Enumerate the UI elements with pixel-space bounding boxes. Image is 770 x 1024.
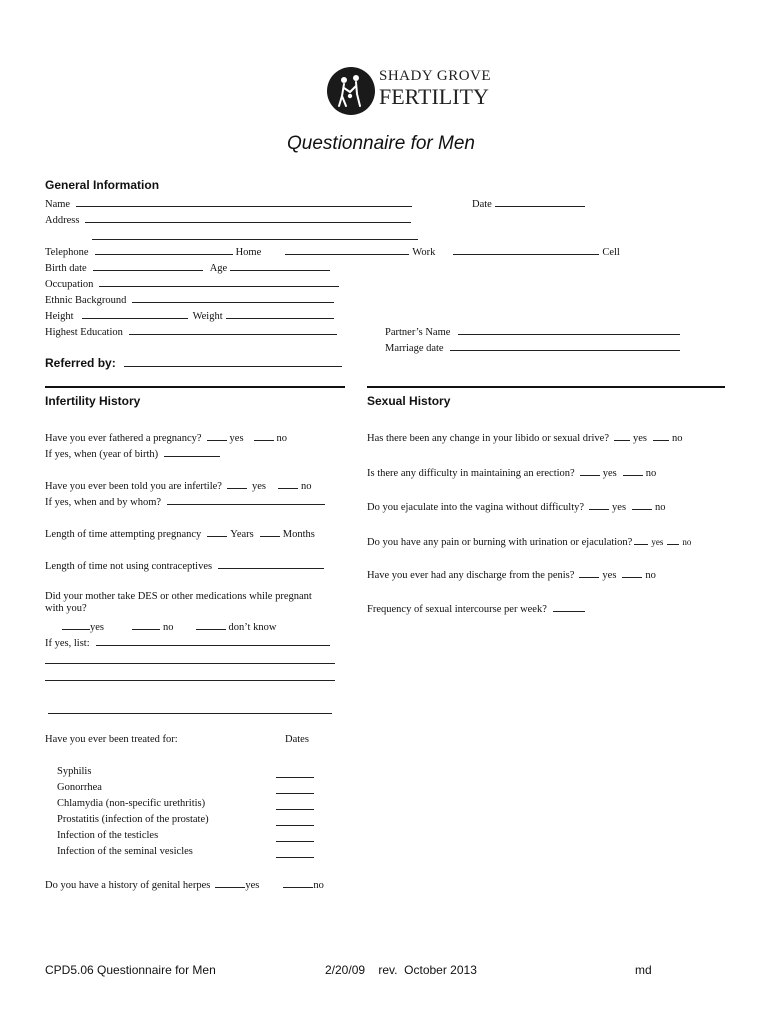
libido-label: Has there been any change in your libido or sexual drive? <box>367 433 609 444</box>
year-of-birth-label: If yes, when (year of birth) <box>45 449 159 460</box>
footer-revision: 2/20/09 rev. October 2013 <box>325 963 477 977</box>
des-options[interactable] <box>62 619 276 635</box>
birth-date-row[interactable] <box>45 260 333 276</box>
ejaculation-yes-option: yes <box>612 502 627 513</box>
discharge-question[interactable] <box>367 567 656 583</box>
footer-initials: md <box>635 963 652 977</box>
fathered-yes-option: yes <box>229 433 244 444</box>
work-label: Work <box>412 247 436 258</box>
occupation-label: Occupation <box>45 279 94 290</box>
condition-item: Prostatitis (infection of the prostate) <box>57 814 209 825</box>
condition-date-input[interactable] <box>276 841 314 842</box>
infertility-section-divider <box>45 386 345 388</box>
des-list-line-2[interactable] <box>45 663 335 664</box>
condition-date-input[interactable] <box>276 777 314 778</box>
genital-herpes-question[interactable] <box>45 877 324 893</box>
dates-column-header: Dates <box>285 734 309 745</box>
ethnic-background-field[interactable] <box>45 292 337 308</box>
des-question-line2: with you? <box>45 603 87 614</box>
treated-for-question: Have you ever been treated for: <box>45 734 178 745</box>
condition-date-input[interactable] <box>276 809 314 810</box>
genital-herpes-label: Do you have a history of genital herpes <box>45 880 211 891</box>
condition-item: Infection of the seminal vesicles <box>57 846 193 857</box>
intercourse-frequency-label: Frequency of sexual intercourse per week? <box>367 604 547 615</box>
cell-label: Cell <box>602 247 620 258</box>
no-contraceptives-field[interactable] <box>45 558 327 574</box>
name-field[interactable] <box>45 196 415 212</box>
libido-no-option: no <box>672 433 683 444</box>
no-contraceptives-label: Length of time not using contraceptives <box>45 561 213 572</box>
years-label: Years <box>230 529 254 540</box>
birth-date-label: Birth date <box>45 263 87 274</box>
des-list-field[interactable] <box>45 635 333 651</box>
ejaculation-question[interactable] <box>367 499 666 515</box>
footer-form-id: CPD5.06 Questionnaire for Men <box>45 963 216 977</box>
ejaculation-no-option: no <box>655 502 666 513</box>
marriage-date-label: Marriage date <box>385 343 444 354</box>
herpes-no-option: no <box>313 880 324 891</box>
discharge-no-option: no <box>645 570 656 581</box>
address-line-2[interactable] <box>92 239 418 240</box>
attempting-pregnancy-label: Length of time attempting pregnancy <box>45 529 202 540</box>
referred-by-label: Referred by: <box>45 356 116 370</box>
age-label: Age <box>209 263 228 274</box>
attempting-pregnancy-field[interactable] <box>45 526 315 542</box>
sexual-history-heading: Sexual History <box>367 394 451 408</box>
name-label: Name <box>45 199 71 210</box>
when-by-whom-field[interactable] <box>45 494 328 510</box>
libido-question[interactable] <box>367 430 683 446</box>
fathered-no-option: no <box>276 433 288 444</box>
pain-yes-option: yes <box>651 537 664 547</box>
marriage-date-field[interactable] <box>385 340 683 356</box>
condition-date-input[interactable] <box>276 793 314 794</box>
erection-label: Is there any difficulty in maintaining an erection? <box>367 468 575 479</box>
told-infertile-yes-option: yes <box>251 481 266 492</box>
telephone-label: Telephone <box>45 247 89 258</box>
des-yes-option: yes <box>90 622 104 633</box>
condition-item: Gonorrhea <box>57 782 102 793</box>
erection-question[interactable] <box>367 465 656 481</box>
logo-emblem-icon <box>326 66 376 116</box>
des-question-line1: Did your mother take DES or other medications while pregnant <box>45 591 312 602</box>
referred-by-field[interactable] <box>45 356 345 370</box>
condition-date-input[interactable] <box>276 857 314 858</box>
intercourse-frequency-field[interactable] <box>367 601 588 617</box>
highest-education-label: Highest Education <box>45 327 123 338</box>
address-field[interactable] <box>45 212 414 228</box>
year-of-birth-field[interactable] <box>45 446 223 462</box>
ethnic-background-label: Ethnic Background <box>45 295 127 306</box>
logo-line2: FERTILITY <box>379 84 489 109</box>
date-field[interactable] <box>472 196 588 212</box>
telephone-row[interactable] <box>45 244 620 260</box>
when-by-whom-label: If yes, when and by whom? <box>45 497 162 508</box>
des-no-option: no <box>163 622 174 633</box>
discharge-yes-option: yes <box>602 570 617 581</box>
told-infertile-label: Have you ever been told you are infertile? <box>45 481 222 492</box>
des-list-label: If yes, list: <box>45 638 90 649</box>
general-info-heading: General Information <box>45 178 160 192</box>
address-label: Address <box>45 215 80 226</box>
page-title: Questionnaire for Men <box>287 133 475 154</box>
erection-no-option: no <box>645 468 657 479</box>
condition-item: Infection of the testicles <box>57 830 159 841</box>
told-infertile-no-option: no <box>300 481 312 492</box>
erection-yes-option: yes <box>602 468 617 479</box>
occupation-field[interactable] <box>45 276 342 292</box>
sexual-section-divider <box>367 386 725 388</box>
height-label: Height <box>45 311 74 322</box>
condition-item: Syphilis <box>57 766 92 777</box>
pain-burning-question[interactable] <box>367 534 691 550</box>
told-infertile-question[interactable] <box>45 478 311 494</box>
condition-item: Chlamydia (non-specific urethritis) <box>57 798 206 809</box>
home-label: Home <box>235 247 262 258</box>
discharge-label: Have you ever had any discharge from the penis? <box>367 570 575 581</box>
herpes-yes-option: yes <box>245 880 260 891</box>
partners-name-field[interactable] <box>385 324 683 340</box>
condition-date-input[interactable] <box>276 825 314 826</box>
fathered-pregnancy-question[interactable] <box>45 430 287 446</box>
infertility-heading: Infertility History <box>45 394 141 408</box>
logo-line1: SHADY GROVE <box>379 68 492 84</box>
des-dont-know-option: don’t know <box>228 622 277 633</box>
pain-burning-label: Do you have any pain or burning with urination or ejaculation? <box>367 537 633 548</box>
partners-name-label: Partner’s Name <box>385 327 451 338</box>
height-weight-row[interactable] <box>45 308 337 324</box>
months-label: Months <box>282 529 315 540</box>
pain-no-option: no <box>682 537 692 547</box>
weight-label: Weight <box>192 311 223 322</box>
ejaculation-label: Do you ejaculate into the vagina without difficulty? <box>367 502 585 513</box>
fathered-pregnancy-label: Have you ever fathered a pregnancy? <box>45 433 202 444</box>
des-list-line-4[interactable] <box>48 713 332 714</box>
highest-education-field[interactable] <box>45 324 340 340</box>
date-label: Date <box>472 199 492 210</box>
des-list-line-3[interactable] <box>45 680 335 681</box>
libido-yes-option: yes <box>633 433 647 444</box>
